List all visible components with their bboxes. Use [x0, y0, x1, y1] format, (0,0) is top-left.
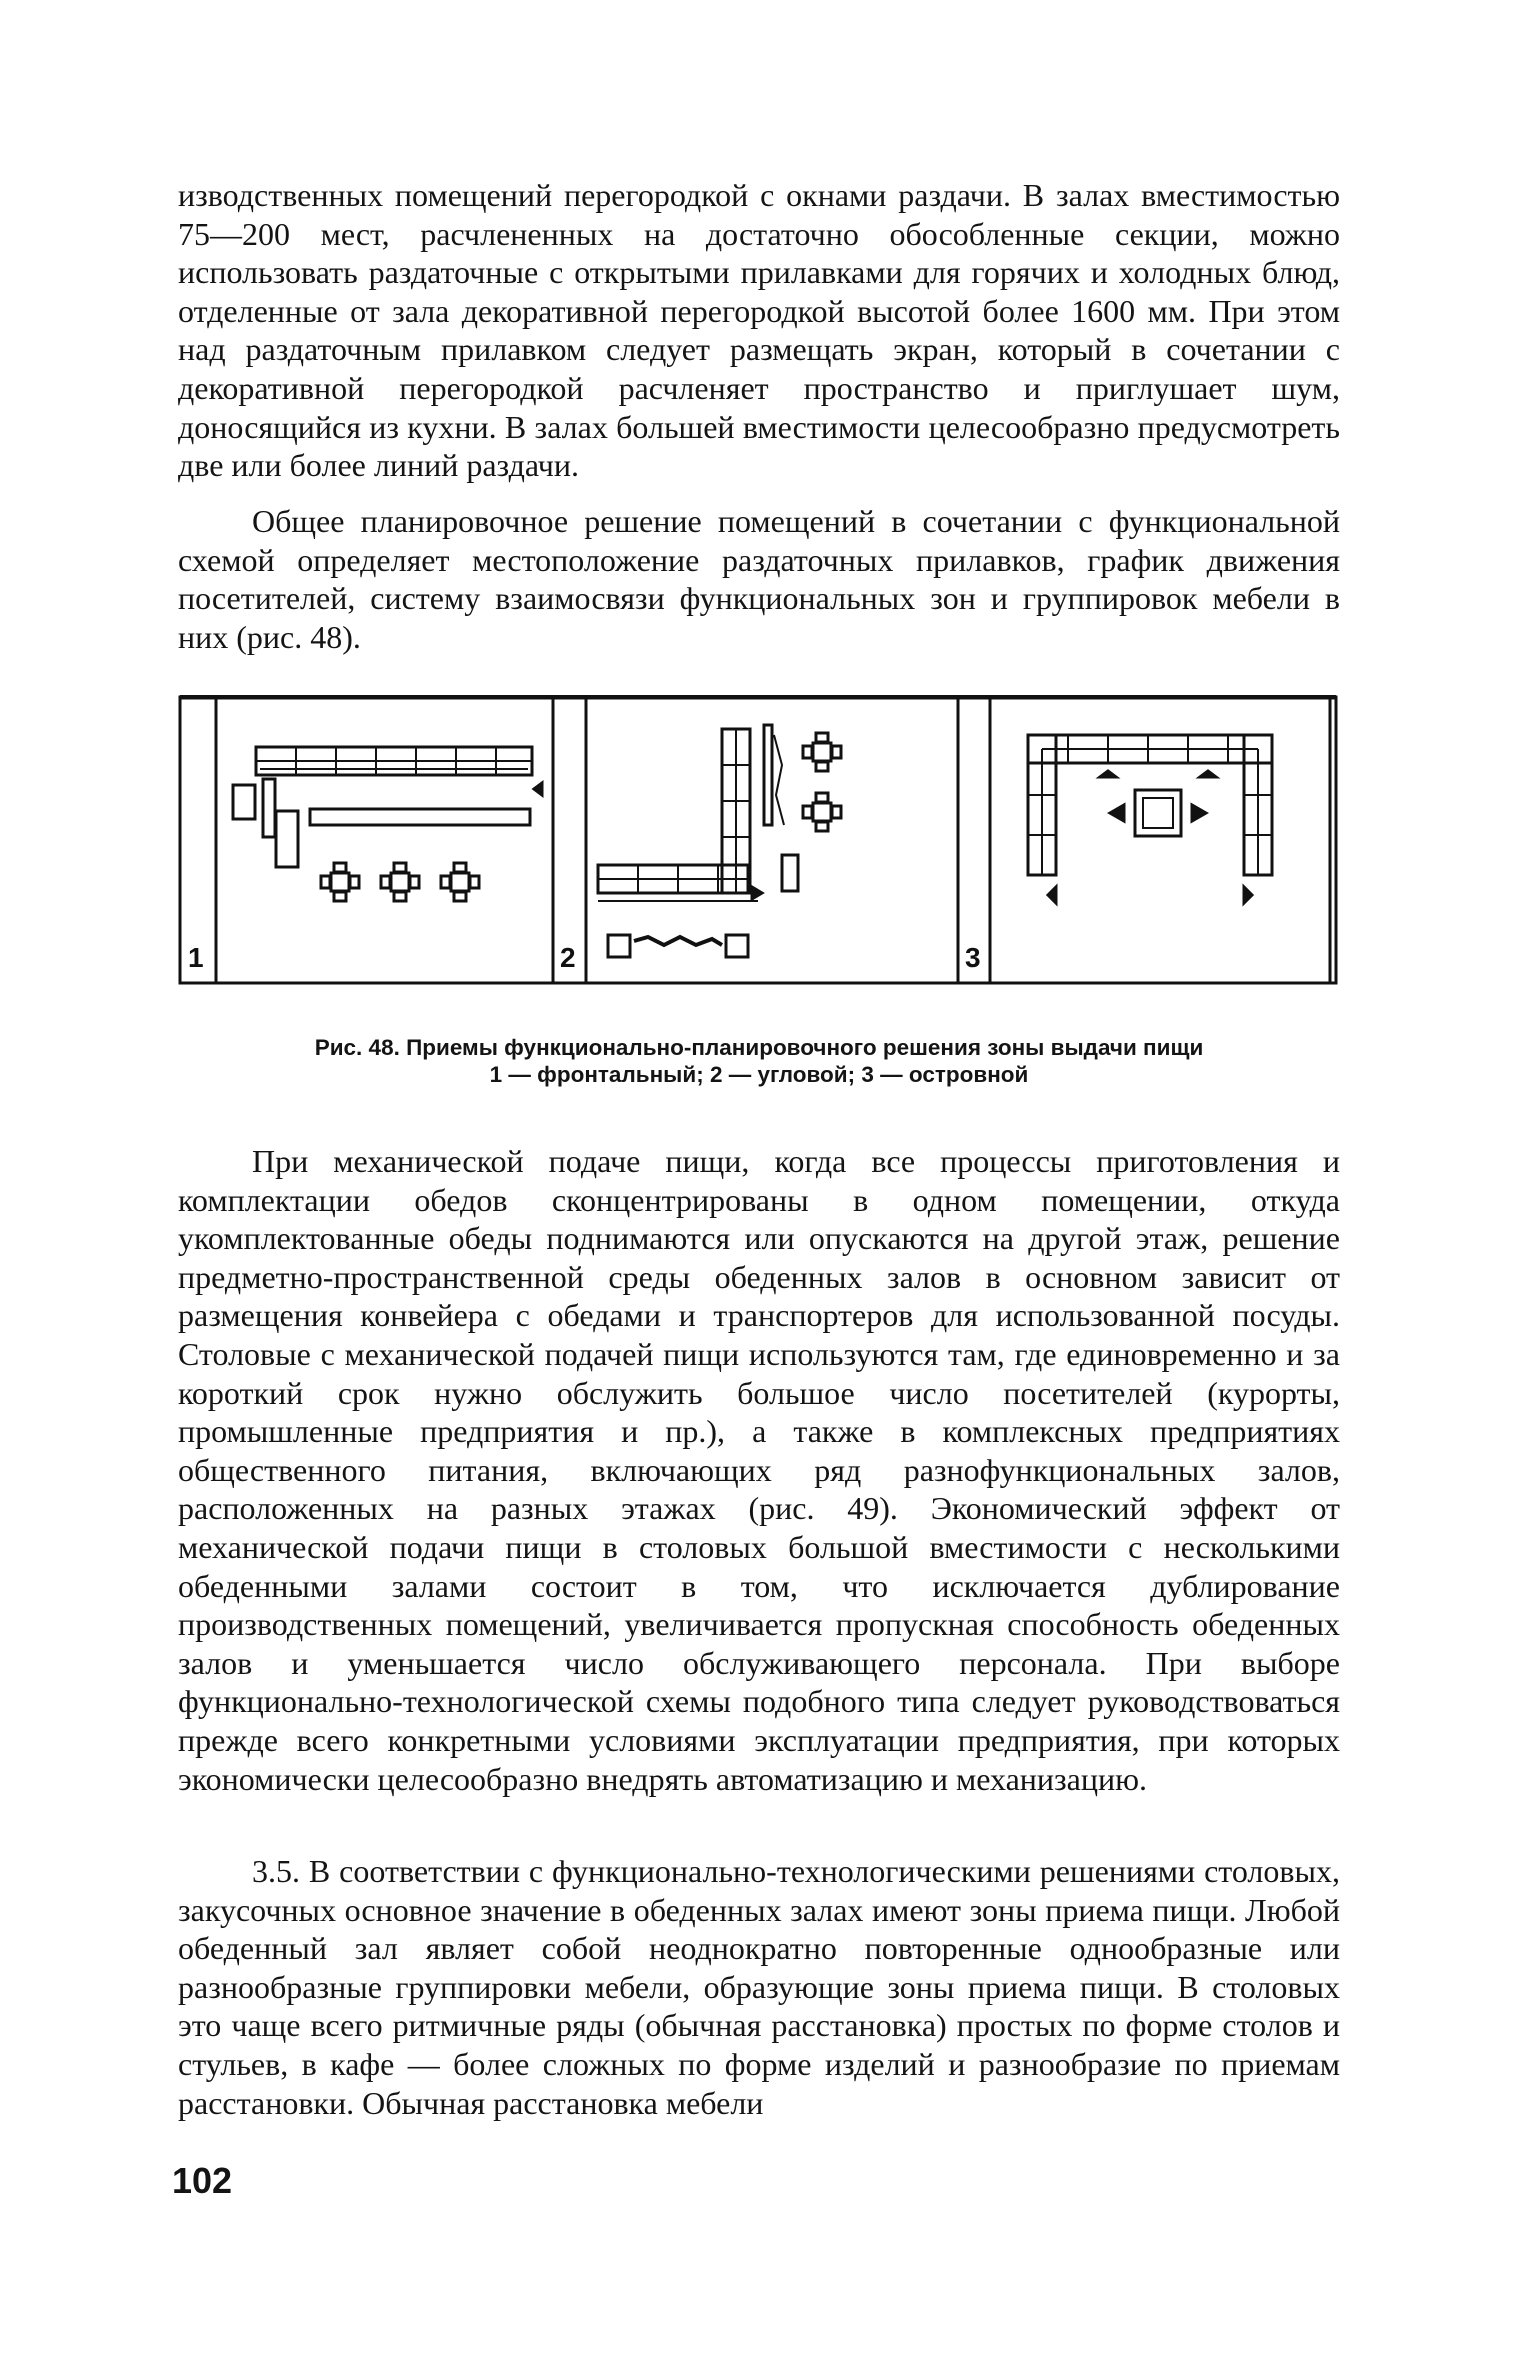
- panel-3-island-plan: [1028, 735, 1272, 903]
- figure-48: [178, 695, 1340, 987]
- table-5: [803, 793, 841, 831]
- figure-48-drawing: [178, 695, 1340, 987]
- caption-title: Рис. 48. Приемы функционально-планировочного решения зоны выдачи пищи: [314, 1035, 1204, 1060]
- panel-label-3: 3: [965, 942, 981, 973]
- page-number: 102: [172, 2160, 233, 2201]
- paragraph-4: 3.5. В соответствии с функционально-технологическими решениями столовых, закусочных основное значение в обеденных залах имеют зоны приема пищи. Любой обеденный зал являет собой неоднократно повторенные однообразные или разнообразные группировки мебели, образующие зоны приема пищи. В столовых это чаще всего ритмичные ряды (обычная расстановка) простых по форме столов и стульев, в кафе — более сложных по форме изделий и разнообразие по приемам расстановки. Обычная расстановка мебели: [178, 1853, 1340, 2121]
- table-2: [381, 863, 419, 901]
- table-1: [321, 863, 359, 901]
- figure-caption: [178, 1034, 1340, 1088]
- island-counter: [1135, 790, 1181, 836]
- table-3: [441, 863, 479, 901]
- panel-2-angular-plan: [598, 725, 841, 957]
- cashier-box: [233, 785, 255, 819]
- paragraph-3: При механической подаче пищи, когда все процессы приготовления и комплектации обедов сконцентрированы в одном помещении, откуда укомплектованные обеды поднимаются или опускаются на другой этаж, решение предметно-пространственной среды обеденных залов в основном зависит от размещения конвейера с обедами и транспортеров для использованной посуды. Столовые с механической подачей пищи используются там, где единовременно и за короткий срок нужно обслужить большое число посетителей (курорты, промышленные предприятия и пр.), а также в комплексных предприятиях общественного питания, включающих ряд разнофункциональных залов, расположенных на разных этажах (рис. 49). Экономический эффект от механической подачи пищи в столовых большой вместимости с несколькими обеденными залами состоит в том, что исключается дублирование производственных помещений, увеличивается пропускная способность обеденных залов и уменьшается число обслуживающего персонала. При выборе функционально-технологической схемы подобного типа следует руководствоваться прежде всего конкретными условиями эксплуатации предприятия, при которых экономически целесообразно внедрять автоматизацию и механизацию.: [178, 1143, 1340, 1797]
- serving-rail: [310, 809, 530, 825]
- panel-label-2: 2: [560, 942, 576, 973]
- table-4: [803, 733, 841, 771]
- panel-label-1: 1: [188, 942, 204, 973]
- paragraph-2: Общее планировочное решение помещений в сочетании с функциональной схемой определяет местоположение раздаточных прилавков, график движения посетителей, систему взаимосвязи функциональных зон и группировок мебели в них (рис. 48).: [178, 503, 1340, 655]
- figure-frame: [180, 697, 1336, 983]
- caption-subtitle: 1 — фронтальный; 2 — угловой; 3 — островной: [489, 1062, 1029, 1087]
- panel-1-frontal-plan: [233, 747, 542, 901]
- paragraph-1: изводственных помещений перегородкой с окнами раздачи. В залах вместимостью 75—200 мест, расчлененных на достаточно обособленные секции, можно использовать раздаточные с открытыми прилавками для горячих и холодных блюд, отделенные от зала декоративной перегородкой высотой более 1600 мм. При этом над раздаточным прилавком следует размещать экран, который в сочетании с декоративной перегородкой расчленяет пространство и приглушает шум, доносящийся из кухни. В залах большей вместимости целесообразно предусмотреть две или более линий раздачи.: [178, 177, 1340, 484]
